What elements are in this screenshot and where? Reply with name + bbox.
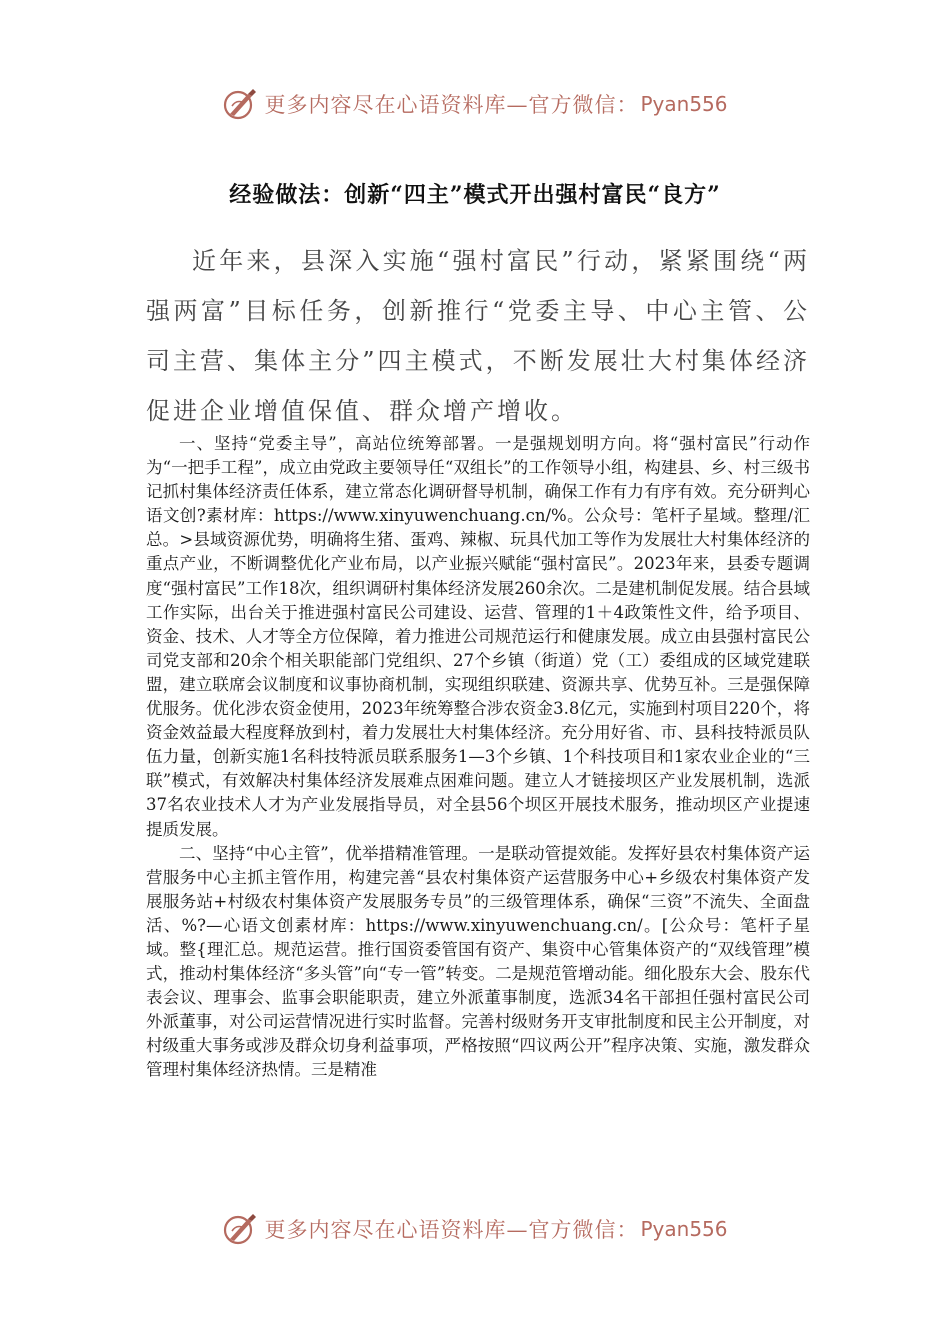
footer-watermark-banner — [0, 1209, 950, 1249]
pen-logo-icon — [222, 86, 258, 122]
body-text — [146, 432, 810, 1083]
banner-wechat-id: Pyan556 — [640, 92, 728, 116]
banner-text: 更多内容尽在心语资料库—官方微信： — [264, 1218, 639, 1242]
lead-paragraph: 近年来，县深入实施“强村富民”行动，紧紧围绕“两强两富”目标任务，创新推行“党委主导、中心主管、公司主营、集体主分”四主模式，不断发展壮大村集体经济促进企业增值保值、群众增产增收。 — [146, 247, 810, 425]
document-title: 经验做法：创新“四主”模式开出强村富民“良方” — [229, 182, 721, 208]
banner-text: 更多内容尽在心语资料库—官方微信： — [264, 93, 639, 117]
pen-logo-icon — [222, 1211, 258, 1247]
banner-wechat-id: Pyan556 — [640, 1217, 728, 1241]
paragraph-2: 二、坚持“中心主管”，优举措精准管理。一是联动管提效能。发挥好县农村集体资产运营服务中心主抓主管作用，构建完善“县农村集体资产运营服务中心+乡级农村集体资产发展服务站+村级农村集体资产发展服务专员”的三级管理体系，确保“三资”不流失、全面盘活、%?—心语文创素材库：https://www.xinyuwenchuang.cn/。[公众号：笔杆子星域。整{理汇总。规范运营。推行国资委管国有资产、集资中心管集体资产的“双线管理”模式，推动村集体经济“多头管”向“专一管”转变。二是规范管增动能。细化股东大会、股东代表会议、理事会、监事会职能职责，建立外派董事制度，选派34名干部担任强村富民公司外派董事，对公司运营情况进行实时监督。完善村级财务开支审批制度和民主公开制度，对村级重大事务或涉及群众切身利益事项，严格按照“四议两公开”程序决策、实施，激发群众管理村集体经济热情。三是精准 — [146, 843, 810, 1080]
header-watermark-banner — [0, 84, 950, 124]
paragraph-1: 一、坚持“党委主导”，高站位统筹部署。一是强规划明方向。将“强村富民”行动作为“一把手工程”，成立由党政主要领导任“双组长”的工作领导小组，构建县、乡、村三级书记抓村集体经济责任体系，建立常态化调研督导机制，确保工作有力有序有效。充分研判心语文创?素材库：https://www.xinyuwenchuang.cn/%。公众号：笔杆子星域。整理/汇总。>县域资源优势，明确将生猪、蛋鸡、辣椒、玩具代加工等作为发展壮大村集体经济的重点产业，不断调整优化产业布局，以产业振兴赋能“强村富民”。2023年来，县委专题调度“强村富民”工作18次，组织调研村集体经济发展260余次。二是建机制促发展。结合县域工作实际，出台关于推进强村富民公司建设、运营、管理的1＋4政策性文件，给予项目、资金、技术、人才等全方位保障，着力推进公司规范运行和健康发展。成立由县强村富民公司党支部和20余个相关职能部门党组织、27个乡镇（街道）党（工）委组成的区域党建联盟，建立联席会议制度和议事协商机制，实现组织联建、资源共享、优势互补。三是强保障优服务。优化涉农资金使用，2023年统筹整合涉农资金3.8亿元，实施到村项目220个，将资金效益最大程度释放到村，着力发展壮大村集体经济。充分用好省、市、县科技特派员队伍力量，创新实施1名科技特派员联系服务1—3个乡镇、1个科技项目和1家农业企业的“三联”模式，有效解决村集体经济发展难点困难问题。建立人才链接坝区产业发展机制，选派37名农业技术人才为产业发展指导员，对全县56个坝区开展技术服务，推动坝区产业提速提质发展。 — [146, 434, 810, 839]
